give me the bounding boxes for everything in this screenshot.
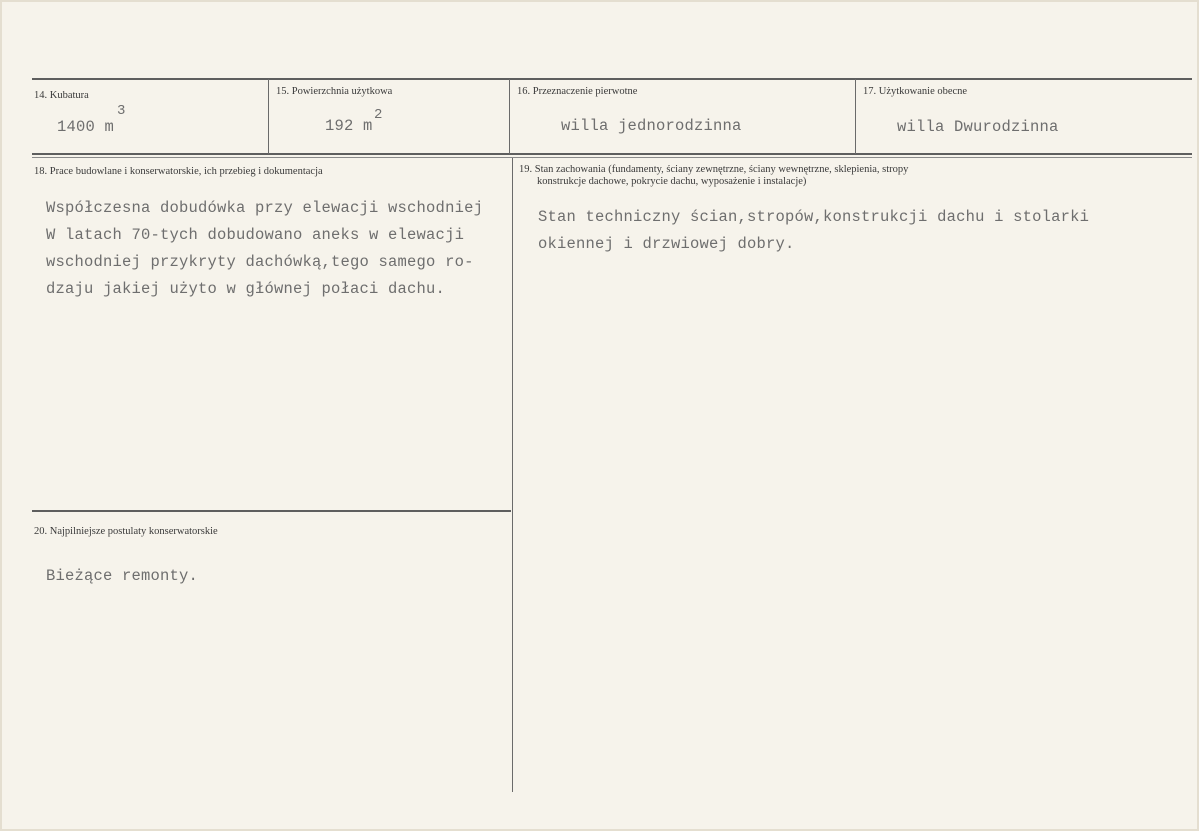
- prace-line-3: wschodniej przykryty dachówką,tego samego ro-: [46, 253, 474, 271]
- stan-label-line-1: 19. Stan zachowania (fundamenty, ściany zewnętrzne, ściany wewnętrzne, sklepienia, stropy: [519, 164, 909, 175]
- prace-line-4: dzaju jakiej użyto w głównej połaci dachu.: [46, 280, 446, 298]
- przeznaczenie-value: willa jednorodzinna: [561, 117, 742, 135]
- divider-16-17: [855, 79, 856, 154]
- divider-left-right: [512, 158, 513, 792]
- powierzchnia-unit-superscript: 2: [374, 107, 383, 123]
- stan-label-line-2: konstrukcje dachowe, pokrycie dachu, wyposażenie i instalacje): [537, 176, 807, 187]
- kubatura-value: 1400 m: [57, 118, 115, 136]
- powierzchnia-value: 192 m: [325, 117, 373, 135]
- divider-14-15: [268, 79, 269, 154]
- stan-line-1: Stan techniczny ścian,stropów,konstrukcji dachu i stolarki: [538, 208, 1090, 226]
- prace-line-1: Współczesna dobudówka przy elewacji wschodniej: [46, 199, 484, 217]
- uzytkowanie-label: 17. Użytkowanie obecne: [863, 86, 968, 97]
- powierzchnia-label: 15. Powierzchnia użytkowa: [276, 86, 393, 97]
- prace-label: 18. Prace budowlane i konserwatorskie, ich przebieg i dokumentacja: [34, 166, 323, 177]
- top-rule: [32, 78, 1192, 80]
- kubatura-unit-superscript: 3: [117, 103, 126, 119]
- postulaty-value: Bieżące remonty.: [46, 567, 199, 585]
- header-row-rule-under: [32, 157, 1192, 158]
- postulaty-label: 20. Najpilniejsze postulaty konserwatorskie: [34, 526, 218, 537]
- stan-line-2: okiennej i drzwiowej dobry.: [538, 235, 795, 253]
- header-row-rule: [32, 153, 1192, 155]
- prace-line-2: W latach 70-tych dobudowano aneks w elewacji: [46, 226, 465, 244]
- divider-15-16: [509, 79, 510, 154]
- kubatura-label: 14. Kubatura: [34, 90, 89, 101]
- section-18-20-rule: [32, 510, 511, 512]
- uzytkowanie-value: willa Dwurodzinna: [897, 118, 1059, 136]
- przeznaczenie-label: 16. Przeznaczenie pierwotne: [517, 86, 638, 97]
